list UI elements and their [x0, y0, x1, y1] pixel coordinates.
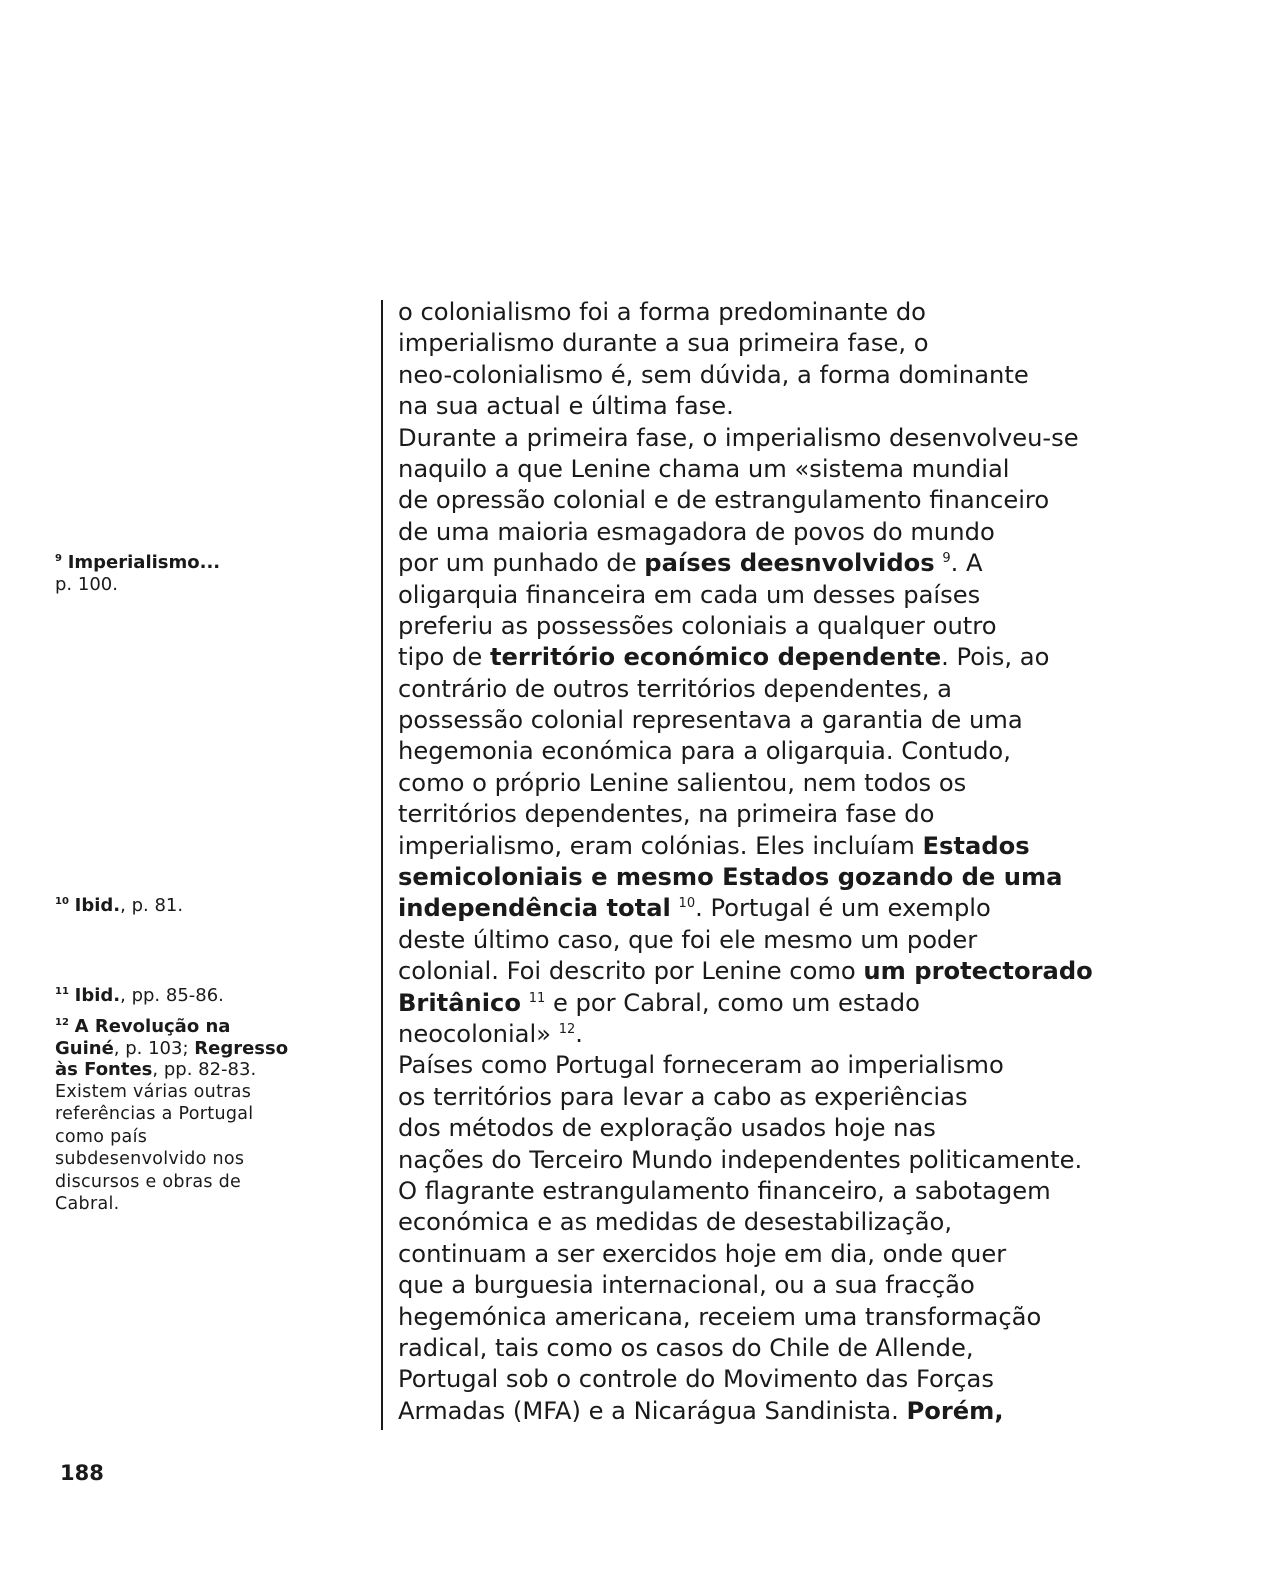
- text-run: tipo de: [398, 643, 490, 672]
- footnote-number: 10: [55, 896, 69, 907]
- footnote-line: discursos e obras de: [55, 1171, 242, 1192]
- text-line: [398, 736, 1198, 767]
- text-line: [398, 423, 1198, 454]
- text-run: possessão colonial representava a garantia de uma: [398, 706, 1023, 735]
- text-line: [398, 1145, 1198, 1176]
- bold-emphasis: independência total: [398, 894, 671, 923]
- text-run: Durante a primeira fase, o imperialismo desenvolveu-se: [398, 423, 1079, 452]
- text-line: [398, 454, 1198, 485]
- text-line: [398, 1333, 1198, 1364]
- footnote-title: Ibid.: [74, 985, 121, 1006]
- footnote-ref: p. 100.: [55, 573, 118, 595]
- text-run: . Portugal é um exemplo: [695, 894, 991, 923]
- text-run: Armadas (MFA) e a Nicarágua Sandinista.: [398, 1396, 907, 1425]
- bold-emphasis: Porém,: [906, 1396, 1004, 1425]
- text-run: de uma maioria esmagadora de povos do mundo: [398, 517, 995, 546]
- footnote-10: [55, 895, 183, 917]
- footnote-line: , pp. 82-83.: [152, 1059, 257, 1080]
- footnote-ref-12: 12: [558, 1021, 576, 1037]
- text-line: [398, 1396, 1198, 1427]
- text-run: radical, tais como os casos do Chile de Allende,: [398, 1333, 974, 1362]
- footnote-line: Regresso: [194, 1037, 289, 1059]
- text-run: hegemonia económica para a oligarquia. Contudo,: [398, 737, 1011, 766]
- bold-emphasis: países deesnvolvidos: [644, 549, 935, 578]
- text-line: [398, 611, 1198, 642]
- text-line: [398, 1364, 1198, 1395]
- text-line: [398, 768, 1198, 799]
- text-line: [398, 517, 1198, 548]
- text-run: neocolonial»: [398, 1019, 559, 1048]
- text-run: .: [575, 1019, 583, 1048]
- text-line: [398, 548, 1198, 579]
- text-run: Portugal sob o controle do Movimento das Forças: [398, 1365, 994, 1394]
- text-line: [398, 831, 1198, 862]
- text-run: económica e as medidas de desestabilização,: [398, 1208, 953, 1237]
- footnote-ref-9: 9: [942, 551, 951, 567]
- footnote-line: referências a Portugal: [55, 1104, 254, 1124]
- text-line: [398, 956, 1198, 987]
- text-run: de opressão colonial e de estrangulamento financeiro: [398, 486, 1050, 515]
- text-run: imperialismo, eram colónias. Eles incluíam: [398, 831, 923, 860]
- text-run: contrário de outros territórios dependentes, a: [398, 674, 952, 703]
- text-run: colonial. Foi descrito por Lenine como: [398, 957, 864, 986]
- text-line: [398, 1239, 1198, 1270]
- text-run: oligarquia financeira em cada um desses países: [398, 580, 981, 609]
- bold-emphasis: Britânico: [398, 988, 522, 1017]
- text-line: [398, 988, 1198, 1019]
- footnote-line: Cabral.: [55, 1194, 120, 1214]
- footnote-line: Existem várias outras: [55, 1081, 252, 1102]
- main-body-text: [398, 297, 1198, 1427]
- text-line: [398, 705, 1198, 736]
- text-line: [398, 360, 1198, 391]
- footnote-line: Guiné: [55, 1037, 114, 1059]
- footnote-line: como país: [55, 1126, 148, 1147]
- footnote-number: 12: [55, 1017, 69, 1028]
- footnote-line: às Fontes: [55, 1059, 153, 1080]
- column-divider: [381, 300, 383, 1430]
- text-run: territórios dependentes, na primeira fase do: [398, 800, 935, 829]
- text-line: [398, 1019, 1198, 1050]
- text-line: [398, 925, 1198, 956]
- footnote-ref: , p. 81.: [120, 895, 184, 916]
- footnote-ref: , pp. 85-86.: [120, 985, 224, 1006]
- text-run: deste último caso, que foi ele mesmo um poder: [398, 925, 978, 954]
- text-run: . A: [950, 549, 983, 578]
- text-line: [398, 1050, 1198, 1081]
- text-line: [398, 799, 1198, 830]
- footnote-ref-10: 10: [678, 896, 696, 912]
- text-line: [398, 674, 1198, 705]
- text-line: [398, 1270, 1198, 1301]
- footnote-title: Ibid.: [74, 895, 121, 916]
- footnote-line: A Revolução na: [74, 1016, 231, 1037]
- bold-emphasis: um protectorado: [863, 957, 1093, 986]
- footnote-ref-11: 11: [528, 990, 546, 1006]
- text-run: os territórios para levar a cabo as experiências: [398, 1082, 968, 1111]
- text-run: [671, 894, 679, 922]
- text-line: [398, 1302, 1198, 1333]
- text-run: Países como Portugal forneceram ao imperialismo: [398, 1051, 1004, 1080]
- text-run: O flagrante estrangulamento financeiro, a sabotagem: [398, 1176, 1051, 1205]
- footnote-11: [55, 985, 224, 1007]
- text-run: imperialismo durante a sua primeira fase, o: [398, 329, 929, 358]
- footnote-12: [55, 1016, 288, 1216]
- text-line: [398, 328, 1198, 359]
- text-line: [398, 297, 1198, 328]
- text-line: [398, 485, 1198, 516]
- text-line: [398, 391, 1198, 422]
- footnote-number: 9: [55, 553, 62, 564]
- text-run: como o próprio Lenine salientou, nem todos os: [398, 768, 967, 797]
- text-line: [398, 580, 1198, 611]
- bold-emphasis: semicoloniais e mesmo Estados gozando de uma: [398, 863, 1063, 892]
- footnote-line: , p. 103;: [113, 1037, 195, 1059]
- text-line: [398, 862, 1198, 893]
- footnote-line: subdesenvolvido nos: [55, 1149, 245, 1169]
- bold-emphasis: território económico dependente: [489, 643, 942, 672]
- text-run: continuam a ser exercidos hoje em dia, onde quer: [398, 1239, 1007, 1268]
- text-run: naquilo a que Lenine chama um «sistema mundial: [398, 454, 1010, 483]
- footnote-number: 11: [55, 986, 69, 997]
- text-run: que a burguesia internacional, ou a sua fracção: [398, 1271, 975, 1300]
- text-run: nações do Terceiro Mundo independentes politicamente.: [398, 1145, 1083, 1174]
- text-run: hegemónica americana, receiem uma transformação: [398, 1302, 1042, 1331]
- text-run: dos métodos de exploração usados hoje nas: [398, 1114, 936, 1143]
- text-line: [398, 893, 1198, 924]
- text-run: . Pois, ao: [941, 643, 1050, 672]
- text-run: e por Cabral, como um estado: [545, 988, 920, 1017]
- text-run: preferiu as possessões coloniais a qualquer outro: [398, 611, 997, 640]
- text-run: o colonialismo foi a forma predominante do: [398, 298, 926, 326]
- text-run: na sua actual e última fase.: [398, 392, 734, 421]
- footnote-title: Imperialismo...: [67, 552, 221, 573]
- text-line: [398, 642, 1198, 673]
- text-line: [398, 1207, 1198, 1238]
- bold-emphasis: Estados: [922, 831, 1030, 860]
- text-run: [521, 989, 529, 1017]
- text-run: por um punhado de: [398, 549, 645, 578]
- text-run: neo-colonialismo é, sem dúvida, a forma dominante: [398, 360, 1029, 389]
- text-line: [398, 1113, 1198, 1144]
- footnote-9: [55, 552, 220, 595]
- page-number: 188: [60, 1461, 104, 1485]
- text-line: [398, 1176, 1198, 1207]
- text-line: [398, 1082, 1198, 1113]
